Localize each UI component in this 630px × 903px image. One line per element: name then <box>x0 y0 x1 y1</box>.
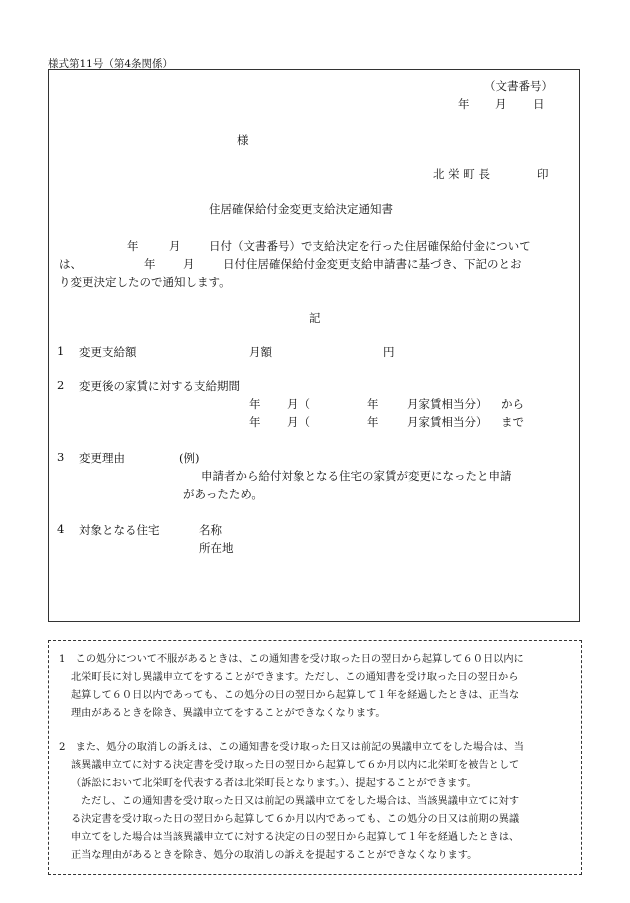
body-line1-year: 年 <box>127 239 139 253</box>
notice-p2-line5: る決定書を受け取った日の翌日から起算して６か月以内であっても、この処分の日又は前期の異議 <box>71 814 520 825</box>
period-to-year2: 年 <box>367 415 379 429</box>
item1-label: 変更支給額 <box>79 345 137 359</box>
notice-p1-line1: 1 この処分について不服があるときは、この通知書を受け取った日の翌日から起算して６０日以内に <box>59 654 524 665</box>
period-from-tail: から <box>501 397 524 411</box>
ki-heading: 記 <box>309 311 321 325</box>
body-line3: り変更決定したので通知します。 <box>59 275 231 289</box>
body-line2-prefix: は、 <box>59 257 82 271</box>
notice-p1-line2: 北栄町長に対し異議申立てをすることができます。ただし、この通知書を受け取った日の翌日から <box>71 672 519 683</box>
form-number: 様式第11号（第4条関係） <box>48 58 174 70</box>
notice-p2-line2: 該異議申立てに対する決定書を受け取った日の翌日から起算して６か月以内に北栄町を被告として <box>71 760 520 771</box>
body-line2-year: 年 <box>144 257 156 271</box>
notice-p1-line3: 起算して６０日以内であっても、この処分の日の翌日から起算して１年を経過したときは、正当な <box>71 690 520 701</box>
item3-label: 変更理由 <box>79 451 125 465</box>
item4-number: 4 <box>57 522 65 536</box>
housing-address-label: 所在地 <box>199 541 234 555</box>
notification-body-box <box>48 69 580 622</box>
item2-number: 2 <box>57 378 65 392</box>
document-number: （文書番号） <box>484 79 553 93</box>
period-to-year: 年 <box>249 415 261 429</box>
body-line2-month: 月 <box>183 257 195 271</box>
notice-p2-line3: （訴訟において北栄町を代表する者は北栄町長となります。）、提起することができます。 <box>71 778 477 789</box>
body-line1-month: 月 <box>169 239 181 253</box>
item3-number: 3 <box>57 450 65 464</box>
notice-p2-line1: 2 また、処分の取消しの訴えは、この通知書を受け取った日又は前記の異議申立てをした場合は、当 <box>59 742 524 753</box>
period-to-tail: まで <box>501 415 524 429</box>
date-year-label: 年 <box>458 97 470 111</box>
reason-line1: 申請者から給付対象となる住宅の家賃が変更になったと申請 <box>201 469 512 483</box>
reason-line2: があったため。 <box>183 487 263 501</box>
body-line2-text: 日付住居確保給付金変更支給申請書に基づき、下記のとお <box>223 257 522 271</box>
addressee-suffix: 様 <box>237 133 249 147</box>
notice-p2-line6: 申立てをした場合は当該異議申立てに対する決定の日の翌日から起算して１年を経過したときは、 <box>71 832 520 843</box>
notice-p2-line7: 正当な理由があるときを除き、処分の取消しの訴えを提起することができなくなります。 <box>71 850 478 861</box>
example-marker: (例) <box>179 451 200 465</box>
period-from-rent: 月家賃相当分） <box>407 397 488 411</box>
item4-label: 対象となる住宅 <box>79 523 160 537</box>
housing-name-label: 名称 <box>199 523 222 537</box>
seal-mark: 印 <box>537 167 549 181</box>
notice-p1-line4: 理由があるときを除き、異議申立てをすることができなくなります。 <box>71 708 386 719</box>
notice-p2-line4: ただし、この通知書を受け取った日又は前記の異議申立てをした場合は、当該異議申立てに対す <box>81 796 520 807</box>
monthly-amount-label: 月額 <box>249 345 272 359</box>
item2-label: 変更後の家賃に対する支給期間 <box>79 379 240 393</box>
document-title: 住居確保給付金変更支給決定通知書 <box>209 202 393 216</box>
period-from-year: 年 <box>249 397 261 411</box>
period-to-rent: 月家賃相当分） <box>407 415 488 429</box>
date-day-label: 日 <box>533 97 545 111</box>
yen-unit: 円 <box>383 345 395 359</box>
period-from-month: 月（ <box>287 397 310 411</box>
appeal-notice-box <box>48 640 582 875</box>
period-from-year2: 年 <box>367 397 379 411</box>
date-month-label: 月 <box>495 97 507 111</box>
body-line1-text: 日付（文書番号）で支給決定を行った住居確保給付金について <box>209 239 531 253</box>
issuer-name: 北 栄 町 長 <box>433 167 490 181</box>
item1-number: 1 <box>57 344 65 358</box>
period-to-month: 月（ <box>287 415 310 429</box>
